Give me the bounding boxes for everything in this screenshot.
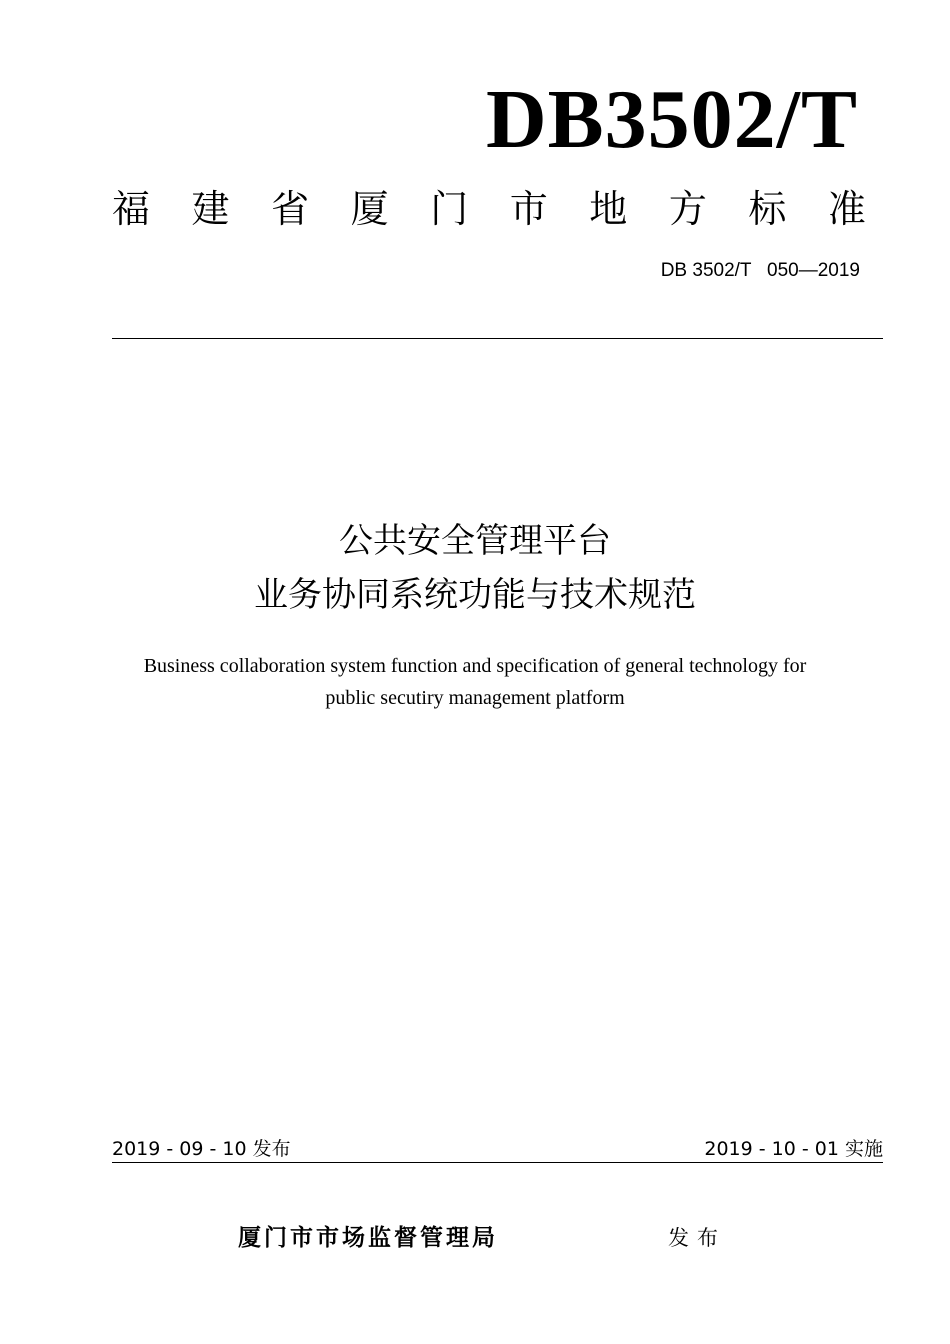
date-row — [112, 1136, 883, 1162]
standard-number: DB 3502/T 050—2019 — [660, 260, 860, 281]
standard-type-char: 方 — [668, 187, 707, 231]
top-divider — [112, 338, 883, 339]
issue-label: 发布 — [668, 1226, 726, 1250]
standard-type-char: 门 — [430, 187, 469, 231]
standard-type-heading — [112, 186, 866, 232]
standard-type-char: 市 — [509, 187, 548, 231]
standard-type-char: 标 — [748, 187, 787, 231]
chinese-title-line-1: 公共安全管理平台 — [339, 521, 611, 561]
english-title-line-1: Business collaboration system function and specification of general technology for — [143, 655, 807, 677]
implementation-date: 2019 - 10 - 01 实施 — [704, 1138, 883, 1160]
standard-type-char: 福 — [112, 187, 151, 231]
standard-type-char: 地 — [589, 187, 628, 231]
english-title — [60, 650, 890, 714]
standard-type-char: 准 — [827, 187, 866, 231]
bottom-divider — [112, 1162, 883, 1163]
chinese-title-line-2: 业务协同系统功能与技术规范 — [254, 575, 696, 615]
release-date: 2019 - 09 - 10 发布 — [112, 1138, 291, 1160]
chinese-title — [0, 514, 950, 622]
standard-type-char: 建 — [191, 187, 230, 231]
standard-code-heading: DB3502/T — [485, 73, 858, 166]
standard-type-char: 省 — [271, 187, 310, 231]
standard-type-char: 厦 — [350, 187, 389, 231]
issuing-authority: 厦门市市场监督管理局 — [238, 1225, 498, 1251]
english-title-line-2: public secutiry management platform — [325, 687, 625, 709]
